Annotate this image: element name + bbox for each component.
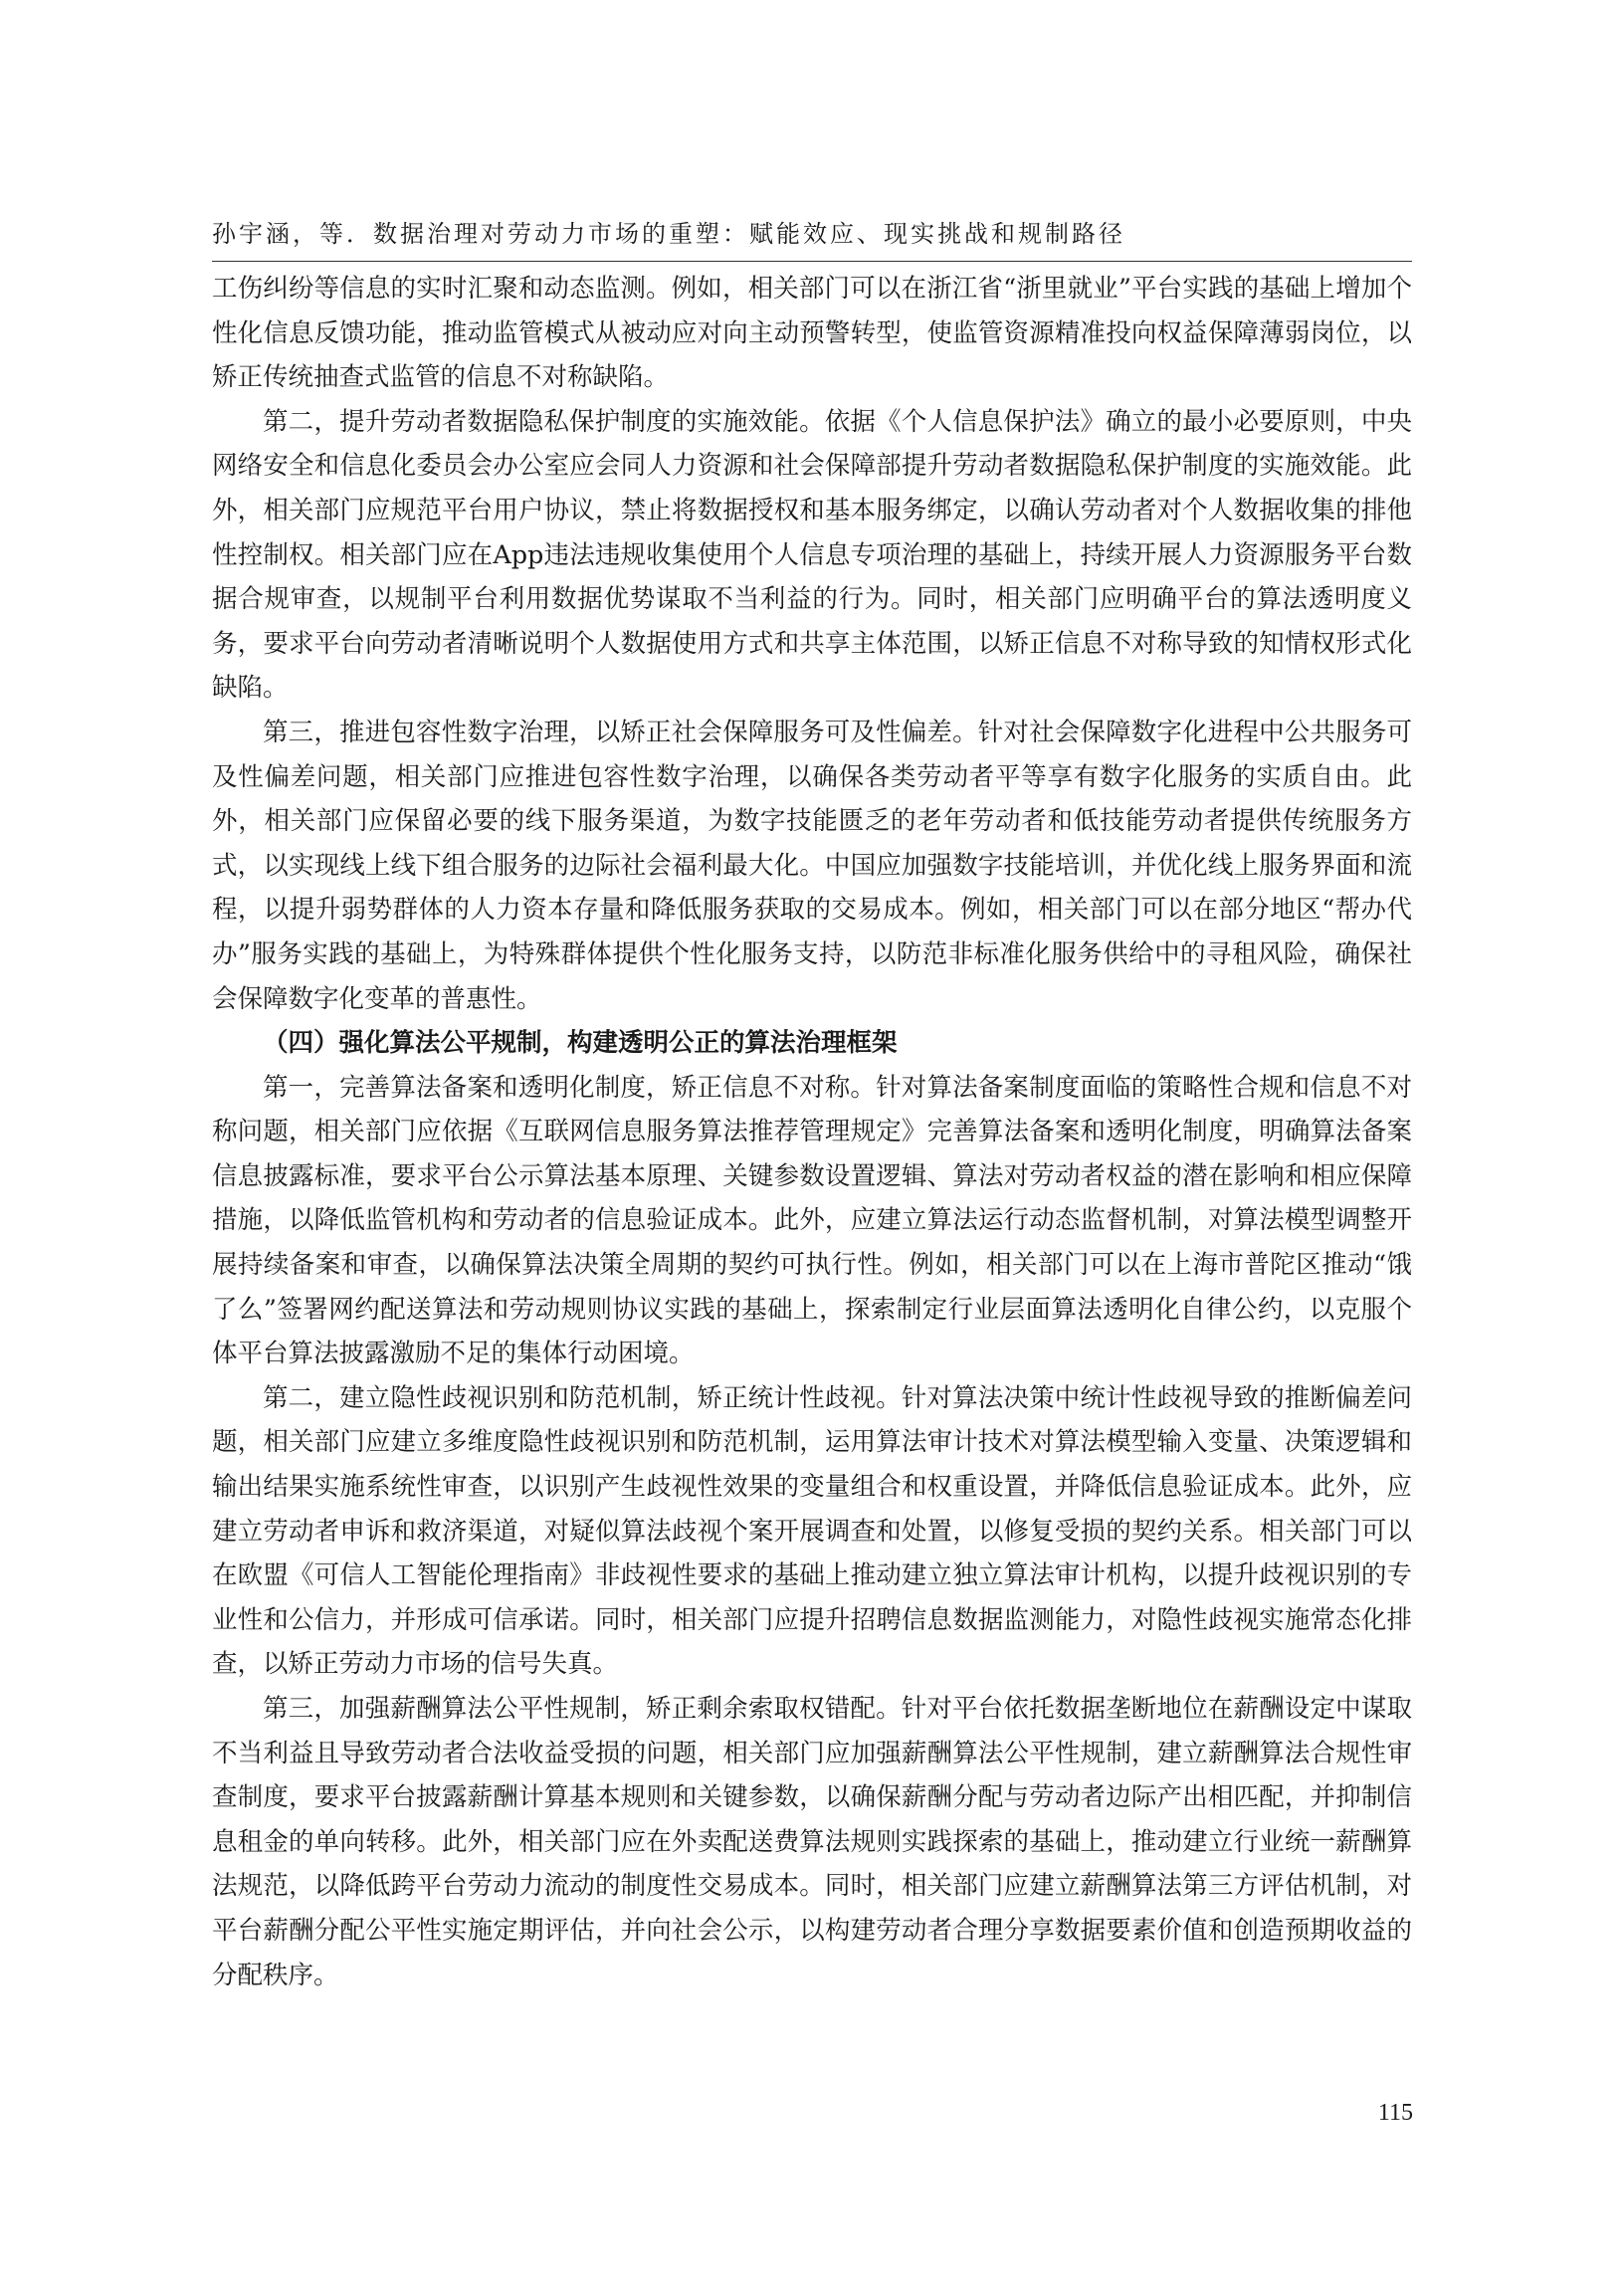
section-heading-algorithm-fairness: （四）强化算法公平规制，构建透明公正的算法治理框架 — [263, 1028, 898, 1059]
paragraph-pay-algorithm: 第三，加强薪酬算法公平性规制，矫正剩余索取权错配。针对平台依托数据垄断地位在薪酬设定中谋取不当利益且导致劳动者合法收益受损的问题，相关部门应加强薪酬算法公平性规制，建立薪酬算法合规性审查制度，要求平台披露薪酬计算基本规则和关键参数，以确保薪酬分配与劳动者边际产出相匹配，并抑制信息租金的单向转移。此外，相关部门应在外卖配送费算法规则实践探索的基础上，推动建立行业统一薪酬算法规范，以降低跨平台劳动力流动的制度性交易成本。同时，相关部门应建立薪酬算法第三方评估机制，对平台薪酬分配公平性实施定期评估，并向社会公示，以构建劳动者合理分享数据要素价值和创造预期收益的分配秩序。 — [212, 1694, 1412, 1990]
running-header: 孙宇涵，等．数据治理对劳动力市场的重塑：赋能效应、现实挑战和规制路径 — [212, 220, 1125, 248]
paragraph-data-privacy: 第二，提升劳动者数据隐私保护制度的实施效能。依据《个人信息保护法》确立的最小必要原则，中央网络安全和信息化委员会办公室应会同人力资源和社会保障部提升劳动者数据隐私保护制度的实施效能。此外，相关部门应规范平台用户协议，禁止将数据授权和基本服务绑定，以确认劳动者对个人数据收集的排他性控制权。相关部门应在App违法违规收集使用个人信息专项治理的基础上，持续开展人力资源服务平台数据合规审查，以规制平台利用数据优势谋取不当利益的行为。同时，相关部门应明确平台的算法透明度义务，要求平台向劳动者清晰说明个人数据使用方式和共享主体范围，以矫正信息不对称导致的知情权形式化缺陷。 — [212, 406, 1412, 704]
paragraph-inclusive-governance: 第三，推进包容性数字治理，以矫正社会保障服务可及性偏差。针对社会保障数字化进程中公共服务可及性偏差问题，相关部门应推进包容性数字治理，以确保各类劳动者平等享有数字化服务的实质自由。此外，相关部门应保留必要的线下服务渠道，为数字技能匮乏的老年劳动者和低技能劳动者提供传统服务方式，以实现线上线下组合服务的边际社会福利最大化。中国应加强数字技能培训，并优化线上服务界面和流程，以提升弱势群体的人力资本存量和降低服务获取的交易成本。例如，相关部门可以在部分地区“帮办代办”服务实践的基础上，为特殊群体提供个性化服务支持，以防范非标准化服务供给中的寻租风险，确保社会保障数字化变革的普惠性。 — [212, 717, 1412, 1014]
paragraph-algorithm-filing: 第一，完善算法备案和透明化制度，矫正信息不对称。针对算法备案制度面临的策略性合规和信息不对称问题，相关部门应依据《互联网信息服务算法推荐管理规定》完善算法备案和透明化制度，明确算法备案信息披露标准，要求平台公示算法基本原理、关键参数设置逻辑、算法对劳动者权益的潜在影响和相应保障措施，以降低监管机构和劳动者的信息验证成本。此外，应建立算法运行动态监督机制，对算法模型调整开展持续备案和审查，以确保算法决策全周期的契约可执行性。例如，相关部门可以在上海市普陀区推动“饿了么”签署网约配送算法和劳动规则协议实践的基础上，探索制定行业层面算法透明化自律公约，以克服个体平台算法披露激励不足的集体行动困境。 — [212, 1072, 1412, 1369]
header-rule — [212, 261, 1412, 262]
article-body — [212, 267, 1412, 1997]
page-number: 115 — [1377, 2100, 1413, 2126]
paragraph-hidden-discrimination: 第二，建立隐性歧视识别和防范机制，矫正统计性歧视。针对算法决策中统计性歧视导致的推断偏差问题，相关部门应建立多维度隐性歧视识别和防范机制，运用算法审计技术对算法模型输入变量、决策逻辑和输出结果实施系统性审查，以识别产生歧视性效果的变量组合和权重设置，并降低信息验证成本。此外，应建立劳动者申诉和救济渠道，对疑似算法歧视个案开展调查和处置，以修复受损的契约关系。相关部门可以在欧盟《可信人工智能伦理指南》非歧视性要求的基础上推动建立独立算法审计机构，以提升歧视识别的专业性和公信力，并形成可信承诺。同时，相关部门应提升招聘信息数据监测能力，对隐性歧视实施常态化排查，以矫正劳动力市场的信号失真。 — [212, 1382, 1412, 1680]
paragraph-continued: 工伤纠纷等信息的实时汇聚和动态监测。例如，相关部门可以在浙江省“浙里就业”平台实践的基础上增加个性化信息反馈功能，推动监管模式从被动应对向主动预警转型，使监管资源精准投向权益保障薄弱岗位，以矫正传统抽查式监管的信息不对称缺陷。 — [212, 274, 1412, 393]
